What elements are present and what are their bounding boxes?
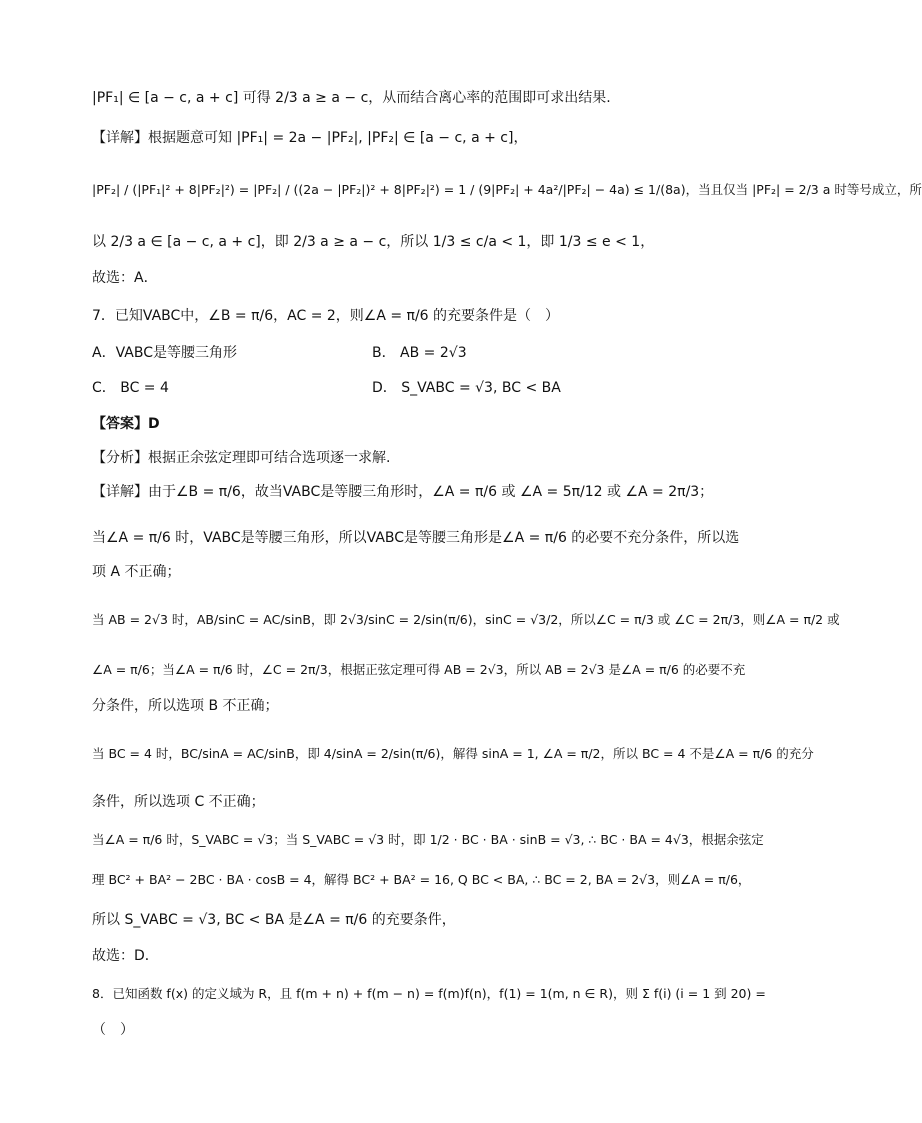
question-8-stem: 8．已知函数 f(x) 的定义域为 R，且 f(m + n) + f(m − n) = f(m)f(n)，f(1) = 1(m, n ∈ R)，则 Σ f(i) (i = 1 到 20) =	[92, 986, 766, 1001]
fraction-equation-line: |PF₂| / (|PF₁|² + 8|PF₂|²) = |PF₂| / ((2a − |PF₂|)² + 8|PF₂|²) = 1 / (9|PF₂| + 4a²/|PF₂| − 4a) ≤ 1/(8a)，当且仅当 |PF₂| = 2/3 a 时等号成立，所	[92, 182, 922, 197]
option-b: B． AB = 2√3	[372, 345, 467, 361]
text-line: 条件，所以选项 C 不正确；	[92, 794, 265, 810]
text-line: 当 AB = 2√3 时，AB/sinC = AC/sinB，即 2√3/sinC = 2/sin(π/6)，sinC = √3/2，所以∠C = π/3 或 ∠C = 2π/3，则∠A = π/2 或	[92, 612, 840, 627]
text-line: 当∠A = π/6 时，VABC是等腰三角形，所以VABC是等腰三角形是∠A = π/6 的必要不充分条件，所以选	[92, 530, 740, 546]
text-line: 所以 S_VABC = √3, BC < BA 是∠A = π/6 的充要条件，	[92, 912, 456, 928]
option-c: C． BC = 4	[92, 380, 169, 396]
question-7-stem: 7．已知VABC中，∠B = π/6，AC = 2，则∠A = π/6 的充要条件是（ ）	[92, 308, 560, 324]
option-a: A．VABC是等腰三角形	[92, 345, 237, 361]
text-line: ∠A = π/6；当∠A = π/6 时，∠C = 2π/3，根据正弦定理可得 AB = 2√3，所以 AB = 2√3 是∠A = π/6 的必要不充	[92, 662, 746, 677]
answer-line: 【答案】D	[92, 416, 160, 432]
text-line: 当 BC = 4 时，BC/sinA = AC/sinB，即 4/sinA = 2/sin(π/6)，解得 sinA = 1, ∠A = π/2，所以 BC = 4 不是∠A = π/6 的充分	[92, 746, 814, 761]
text-line: |PF₁| ∈ [a − c, a + c] 可得 2/3 a ≥ a − c，从而结合离心率的范围即可求出结果.	[92, 90, 611, 106]
answer-choice-line: 故选：A．	[92, 270, 158, 286]
answer-choice-line: 故选：D．	[92, 948, 159, 964]
text-line: 以 2/3 a ∈ [a − c, a + c]，即 2/3 a ≥ a − c，所以 1/3 ≤ c/a < 1，即 1/3 ≤ e < 1，	[92, 234, 655, 250]
analysis-line: 【分析】根据正余弦定理即可结合选项逐一求解.	[92, 450, 391, 466]
text-line: 分条件，所以选项 B 不正确；	[92, 698, 279, 714]
detail-line: 【详解】由于∠B = π/6，故当VABC是等腰三角形时，∠A = π/6 或 ∠A = 5π/12 或 ∠A = 2π/3；	[92, 484, 714, 500]
text-line: 理 BC² + BA² − 2BC · BA · cosB = 4，解得 BC² + BA² = 16, Q BC < BA, ∴ BC = 2, BA = 2√3，则∠A = π/6，	[92, 872, 751, 887]
detail-heading-line: 【详解】根据题意可知 |PF₁| = 2a − |PF₂|, |PF₂| ∈ [a − c, a + c]，	[92, 130, 528, 146]
text-line: 当∠A = π/6 时，S_VABC = √3；当 S_VABC = √3 时，即 1/2 · BC · BA · sinB = √3, ∴ BC · BA = 4√3，根据余弦定	[92, 832, 764, 847]
question-8-blank: （ ）	[92, 1022, 134, 1038]
text-line: 项 A 不正确；	[92, 564, 181, 580]
option-d: D． S_VABC = √3, BC < BA	[372, 380, 561, 396]
